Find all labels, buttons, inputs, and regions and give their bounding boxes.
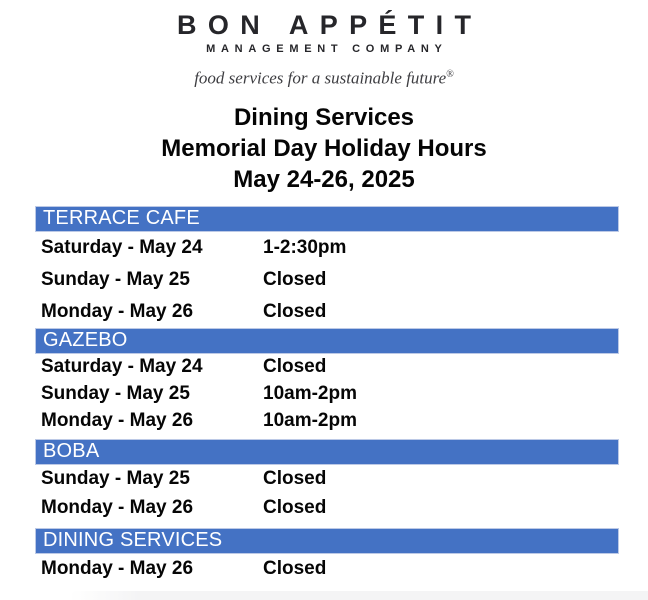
hours-value: Closed — [263, 300, 327, 322]
hours-value: 10am-2pm — [263, 383, 357, 405]
logo-tagline — [0, 65, 648, 89]
section-header-bar — [35, 439, 619, 465]
hours-value: Closed — [263, 356, 327, 378]
schedule-row — [35, 494, 619, 523]
hours-value: Closed — [263, 557, 327, 579]
schedule-row — [35, 296, 619, 328]
schedule-row — [35, 264, 619, 296]
day-label: Saturday - May 24 — [41, 356, 203, 378]
day-label: Sunday - May 25 — [41, 383, 190, 405]
logo-company-subname: MANAGEMENT COMPANY — [206, 43, 448, 55]
logo-company-name: BON APPÉTIT — [177, 10, 483, 40]
section-header-bar — [35, 206, 619, 232]
day-label: Sunday - May 25 — [41, 268, 190, 290]
day-label: Monday - May 26 — [41, 497, 194, 519]
hours-value: Closed — [263, 468, 327, 490]
schedule-section-dining-services — [35, 528, 619, 584]
schedule-row — [35, 465, 619, 494]
title-line-dining-services: Dining Services — [233, 103, 415, 131]
section-header-bar — [35, 528, 619, 554]
schedule-section-terrace-cafe — [35, 206, 619, 328]
section-title: GAZEBO — [43, 329, 128, 352]
section-title: BOBA — [43, 440, 100, 463]
day-label: Saturday - May 24 — [41, 236, 203, 258]
schedule-row — [35, 408, 619, 435]
holiday-hours-table — [35, 206, 619, 584]
company-logo — [0, 0, 648, 89]
bottom-page-edge-strip — [70, 591, 648, 600]
schedule-section-gazebo — [35, 328, 619, 435]
section-title: TERRACE CAFE — [43, 207, 200, 230]
hours-value: Closed — [263, 268, 327, 290]
title-line-dates: May 24-26, 2025 — [233, 165, 415, 193]
hours-value: Closed — [263, 497, 327, 519]
schedule-row — [35, 554, 619, 584]
schedule-row — [35, 232, 619, 264]
title-line-holiday-hours: Memorial Day Holiday Hours — [161, 134, 487, 162]
logo-tagline-text: food services for a sustainable future — [194, 68, 447, 88]
registered-trademark-symbol: ® — [446, 69, 454, 80]
section-header-bar — [35, 328, 619, 354]
page-title — [0, 102, 648, 195]
day-label: Monday - May 26 — [41, 410, 194, 432]
day-label: Monday - May 26 — [41, 300, 194, 322]
hours-value: 10am-2pm — [263, 410, 357, 432]
schedule-row — [35, 354, 619, 381]
schedule-row — [35, 381, 619, 408]
hours-value: 1-2:30pm — [263, 236, 347, 258]
day-label: Monday - May 26 — [41, 557, 194, 579]
day-label: Sunday - May 25 — [41, 468, 190, 490]
schedule-section-boba — [35, 439, 619, 523]
section-title: DINING SERVICES — [43, 529, 223, 552]
